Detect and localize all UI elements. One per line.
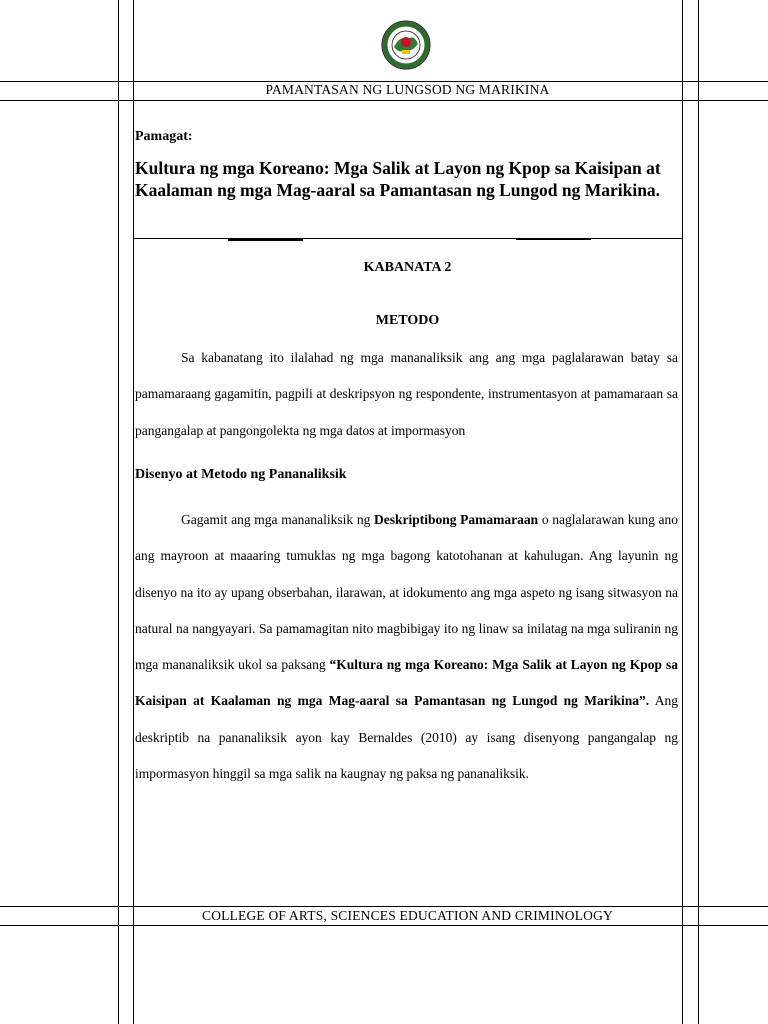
separator-accent bbox=[516, 239, 591, 240]
college-footer: COLLEGE OF ARTS, SCIENCES EDUCATION AND CRIMINOLOGY bbox=[201, 908, 614, 923]
intro-text: Sa kabanatang ito ilalahad ng mga mananaliksik ang ang mga paglalarawan batay sa pamamaraang gagamitin, pagpili at deskripsyon ng respondente, instrumentasyon at pamamaraan sa pangangalap at pangongolekta ng mga datos at impormasyon bbox=[135, 350, 678, 438]
frame-line-left-inner bbox=[133, 0, 134, 1024]
design-text-e: Ang deskriptib na pananaliksik ayon kay Bernaldes (2010) ay isang disenyong pangangalap ng impormasyon hinggil sa mga salik na kaugnay ng paksa ng pananaliksik. bbox=[135, 693, 678, 782]
frame-line-right-inner bbox=[682, 0, 683, 1024]
separator-accent bbox=[228, 239, 303, 241]
frame-line-top-2 bbox=[0, 100, 768, 101]
design-topic-quote: “Kultura ng mga Koreano: Mga Salik at Layon ng Kpop sa Kaisipan at Kaalaman ng mga Mag-aaral sa Pamantasan ng Lungod ng Marikina”. bbox=[135, 657, 678, 709]
design-text-c: o naglalarawan kung ano ang mayroon at maaaring tumuklas ng mga bagong katotohanan at kahulugan. Ang layunin ng disenyo na ito ay upang obserbahan, ilarawan, at idokumento ang mga aspeto ng isang sitwasyon na natural na nangyayari. Sa pamamagitan nito magbibigay ito ng linaw sa inilatag na mga suliranin ng mga mananaliksik ukol sa paksang bbox=[135, 512, 679, 673]
intro-paragraph bbox=[135, 340, 678, 449]
university-seal-icon bbox=[381, 20, 431, 70]
frame-line-bottom-2 bbox=[0, 925, 768, 926]
frame-line-bottom-1 bbox=[0, 906, 768, 907]
design-text-a: Gagamit ang mga mananaliksik ng bbox=[181, 512, 374, 527]
institution-header: PAMANTASAN NG LUNGSOD NG MARIKINA bbox=[265, 82, 550, 97]
design-paragraph bbox=[135, 502, 678, 792]
title-separator bbox=[133, 238, 682, 239]
design-method-term: Deskriptibong Pamamaraan bbox=[374, 512, 539, 527]
title-label: Pamagat: bbox=[135, 129, 193, 144]
chapter-number: KABANATA 2 bbox=[363, 260, 452, 275]
svg-text:★: ★ bbox=[404, 63, 408, 67]
frame-line-right-outer bbox=[698, 0, 699, 1024]
frame-line-left-outer bbox=[118, 0, 119, 1024]
section-heading: Disenyo at Metodo ng Pananaliksik bbox=[135, 467, 347, 482]
chapter-heading: METODO bbox=[375, 313, 440, 328]
thesis-title: Kultura ng mga Koreano: Mga Salik at Layon ng Kpop sa Kaisipan at Kaalaman ng mga Mag-aaral sa Pamantasan ng Lungod ng Marikina. bbox=[135, 158, 661, 200]
